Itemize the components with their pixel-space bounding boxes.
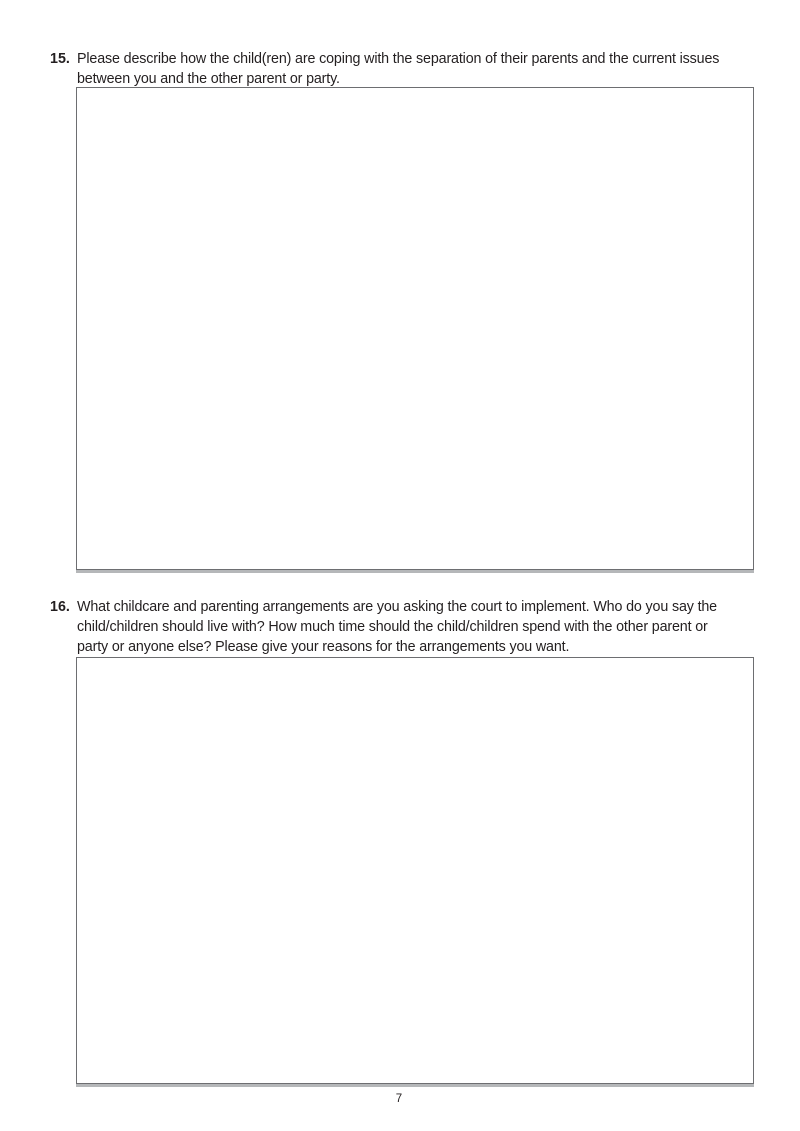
question-16-text-line-2: child/children should live with? How much time should the child/children spend with the other parent or [77, 619, 708, 635]
question-16-text-line-3: party or anyone else? Please give your reasons for the arrangements you want. [77, 639, 570, 655]
question-16 [50, 597, 717, 657]
question-16-text [77, 597, 717, 657]
question-15-number: 15. [50, 51, 70, 67]
answer-box-question-16[interactable] [76, 657, 754, 1084]
question-15-text-line-1: Please describe how the child(ren) are coping with the separation of their parents and the current issues [77, 51, 720, 67]
answer-box-question-15[interactable] [76, 87, 754, 570]
question-16-text-line-1: What childcare and parenting arrangements are you asking the court to implement. Who do you say the [77, 599, 717, 615]
question-15-text [77, 49, 719, 89]
page-number: 7 [395, 1093, 403, 1105]
question-16-number: 16. [50, 599, 70, 615]
question-15-text-line-2: between you and the other parent or party. [77, 71, 340, 87]
question-15 [50, 49, 719, 89]
